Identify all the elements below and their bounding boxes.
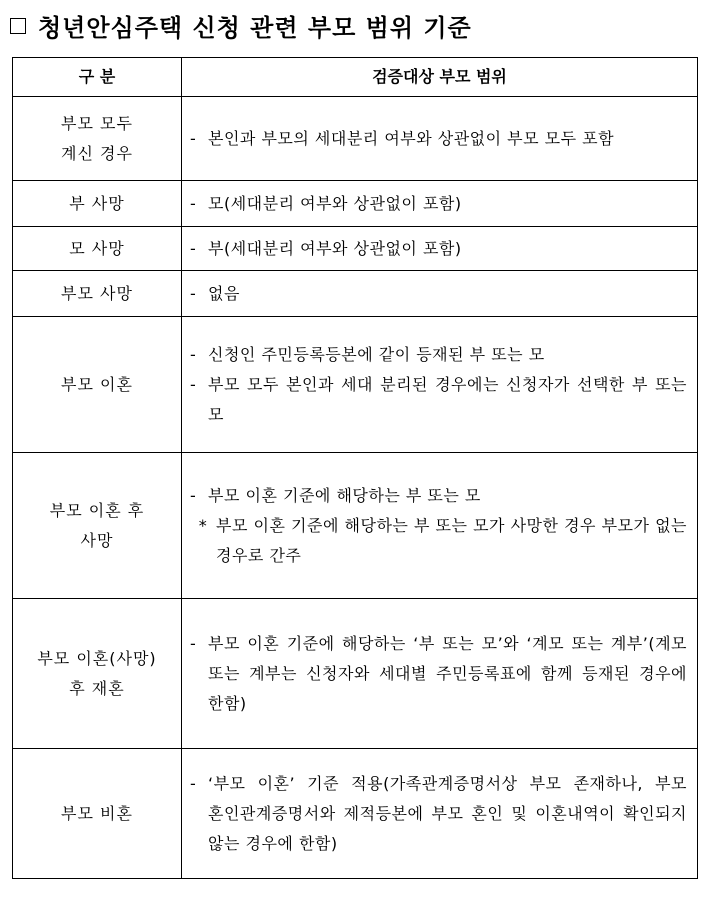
table-row xyxy=(13,181,698,227)
scope-text: 부모 이혼 기준에 해당하는 ‘부 또는 모’와 ‘계모 또는 계부’(계모 또는 계부는 신청자와 세대별 주민등록표에 함께 등재된 경우에 한함) xyxy=(208,633,687,713)
scope-text: 신청인 주민등록등본에 같이 등재된 부 또는 모 xyxy=(208,344,545,364)
row-category xyxy=(13,181,182,227)
scope-line xyxy=(190,481,687,511)
row-scope xyxy=(182,749,698,879)
category-line: 부모 비혼 xyxy=(61,803,133,823)
row-scope xyxy=(182,97,698,181)
scope-text: 모(세대분리 여부와 상관없이 포함) xyxy=(208,193,462,213)
category-line: 계신 경우 xyxy=(61,143,133,163)
table-row xyxy=(13,97,698,181)
table-row xyxy=(13,317,698,453)
category-line: 부 사망 xyxy=(69,193,125,213)
category-line: 부모 이혼 후 xyxy=(49,500,145,520)
scope-line xyxy=(190,234,687,264)
dash-marker: - xyxy=(190,128,197,148)
category-line: 사망 xyxy=(80,530,114,550)
table-row xyxy=(13,271,698,317)
scope-line xyxy=(190,511,687,571)
row-scope xyxy=(182,181,698,227)
row-category xyxy=(13,453,182,599)
scope-text: 본인과 부모의 세대분리 여부와 상관없이 부모 모두 포함 xyxy=(208,128,615,148)
scope-line xyxy=(190,629,687,719)
header-scope: 검증대상 부모 범위 xyxy=(182,58,698,97)
table-row xyxy=(13,599,698,749)
scope-text: 없음 xyxy=(208,283,240,303)
asterisk-marker: * xyxy=(198,515,208,535)
dash-marker: - xyxy=(190,773,197,793)
scope-line xyxy=(190,340,687,370)
scope-line xyxy=(190,124,687,154)
table-row xyxy=(13,453,698,599)
category-line: 부모 사망 xyxy=(61,283,133,303)
table-row xyxy=(13,749,698,879)
row-category xyxy=(13,599,182,749)
row-category xyxy=(13,749,182,879)
scope-text: 부모 모두 본인과 세대 분리된 경우에는 신청자가 선택한 부 또는 모 xyxy=(208,374,687,424)
category-line: 부모 이혼 xyxy=(61,374,133,394)
row-category xyxy=(13,227,182,271)
row-scope xyxy=(182,317,698,453)
dash-marker: - xyxy=(190,485,197,505)
category-line: 후 재혼 xyxy=(69,678,125,698)
scope-text: 부모 이혼 기준에 해당하는 부 또는 모 xyxy=(208,485,481,505)
row-scope xyxy=(182,227,698,271)
row-category xyxy=(13,97,182,181)
category-line: 부모 모두 xyxy=(61,113,133,133)
page-title-text: 청년안심주택 신청 관련 부모 범위 기준 xyxy=(38,14,472,42)
checkbox-square-icon xyxy=(10,18,26,34)
parent-scope-table xyxy=(12,57,698,879)
row-scope xyxy=(182,271,698,317)
dash-marker: - xyxy=(190,283,197,303)
scope-line xyxy=(190,769,687,859)
dash-marker: - xyxy=(190,238,197,258)
dash-marker: - xyxy=(190,344,197,364)
scope-line xyxy=(190,279,687,309)
dash-marker: - xyxy=(190,633,197,653)
row-scope xyxy=(182,599,698,749)
scope-line xyxy=(190,189,687,219)
scope-text: 부모 이혼 기준에 해당하는 부 또는 모가 사망한 경우 부모가 없는 경우로 간주 xyxy=(216,515,687,565)
table-header-row xyxy=(13,58,698,97)
row-category xyxy=(13,317,182,453)
scope-line xyxy=(190,370,687,430)
category-line: 모 사망 xyxy=(69,238,125,258)
scope-text: ‘부모 이혼’ 기준 적용(가족관계증명서상 부모 존재하나, 부모 혼인관계증명서와 제적등본에 부모 혼인 및 이혼내역이 확인되지 않는 경우에 한함) xyxy=(208,773,687,853)
row-scope xyxy=(182,453,698,599)
category-line: 부모 이혼(사망) xyxy=(37,648,157,668)
scope-text: 부(세대분리 여부와 상관없이 포함) xyxy=(208,238,462,258)
table-row xyxy=(13,227,698,271)
dash-marker: - xyxy=(190,193,197,213)
page-title xyxy=(10,8,472,43)
dash-marker: - xyxy=(190,374,197,394)
row-category xyxy=(13,271,182,317)
header-category: 구 분 xyxy=(13,58,182,97)
